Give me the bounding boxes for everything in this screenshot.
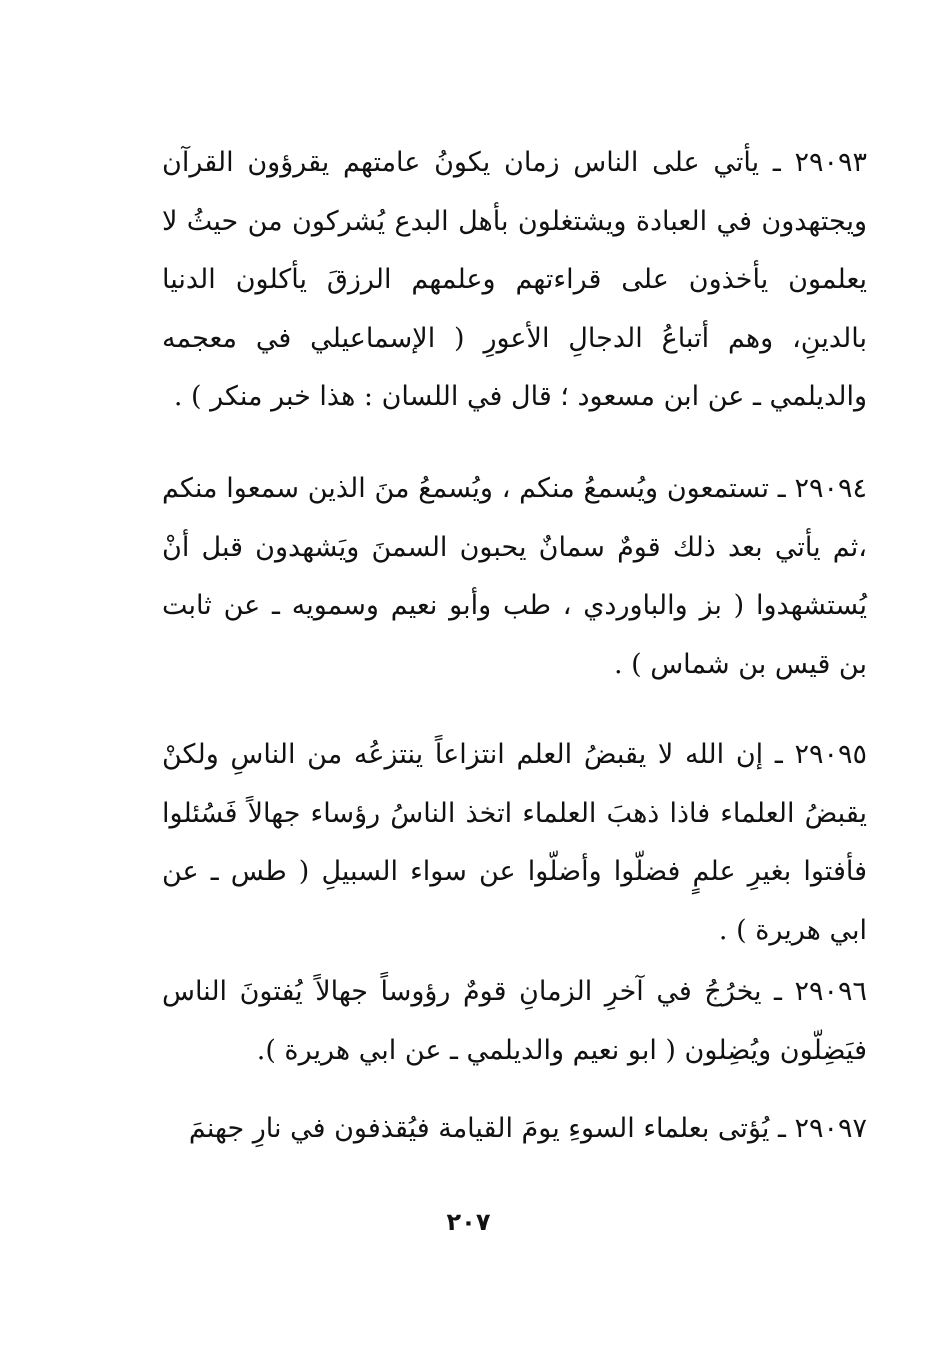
hadith-paragraph-29093: ٢٩٠٩٣ ـ يأتي على الناس زمان يكونُ عامتهم يقرؤون القرآن ويجتهدون في العبادة ويشتغلون بأهل البدع يُشركون من حيثُ لا يعلمون يأخذون على قراءتهم وعلمهم الرزقَ يأكلون الدنيا بالدينِ، وهم أتباعُ الدجالِ الأعورِ ( الإسماعيلي في معجمه والديلمي ـ عن ابن مسعود ؛ قال في اللسان : هذا خبر منكر ) . <box>162 147 867 412</box>
hadith-paragraph-29096: ٢٩٠٩٦ ـ يخرُجُ في آخرِ الزمانِ قومٌ رؤوساً جهالاً يُفتونَ الناس فيَضِلّون ويُضِلون ( ابو نعيم والديلمي ـ عن ابي هريرة ). <box>162 976 867 1066</box>
hadith-paragraph-29094: ٢٩٠٩٤ ـ تستمعون ويُسمعُ منكم ، ويُسمعُ منَ الذين سمعوا منكم ،ثم يأتي بعد ذلك قومٌ سمانٌ يحبون السمنَ ويَشهدون قبل أنْ يُستشهدوا ( بز والباوردي ، طب وأبو نعيم وسمويه ـ عن ثابت بن قيس بن شماس ) . <box>162 473 867 680</box>
page-number: ٢٠٧ <box>446 1208 491 1236</box>
hadith-paragraph-29095: ٢٩٠٩٥ ـ إن الله لا يقبضُ العلم انتزاعاً ينتزعُه من الناسِ ولكنْ يقبضُ العلماء فاذا ذهبَ العلماء اتخذ الناسُ رؤساء جهالاً فَسُئلوا فأفتوا بغيرِ علمٍ فضلّوا وأضلّوا عن سواء السبيلِ ( طس ـ عن ابي هريرة ) . <box>162 739 867 946</box>
hadith-paragraph-29097: ٢٩٠٩٧ ـ يُؤتى بعلماء السوءِ يومَ القيامة فيُقذفون في نارِ جهنمَ <box>188 1113 867 1144</box>
